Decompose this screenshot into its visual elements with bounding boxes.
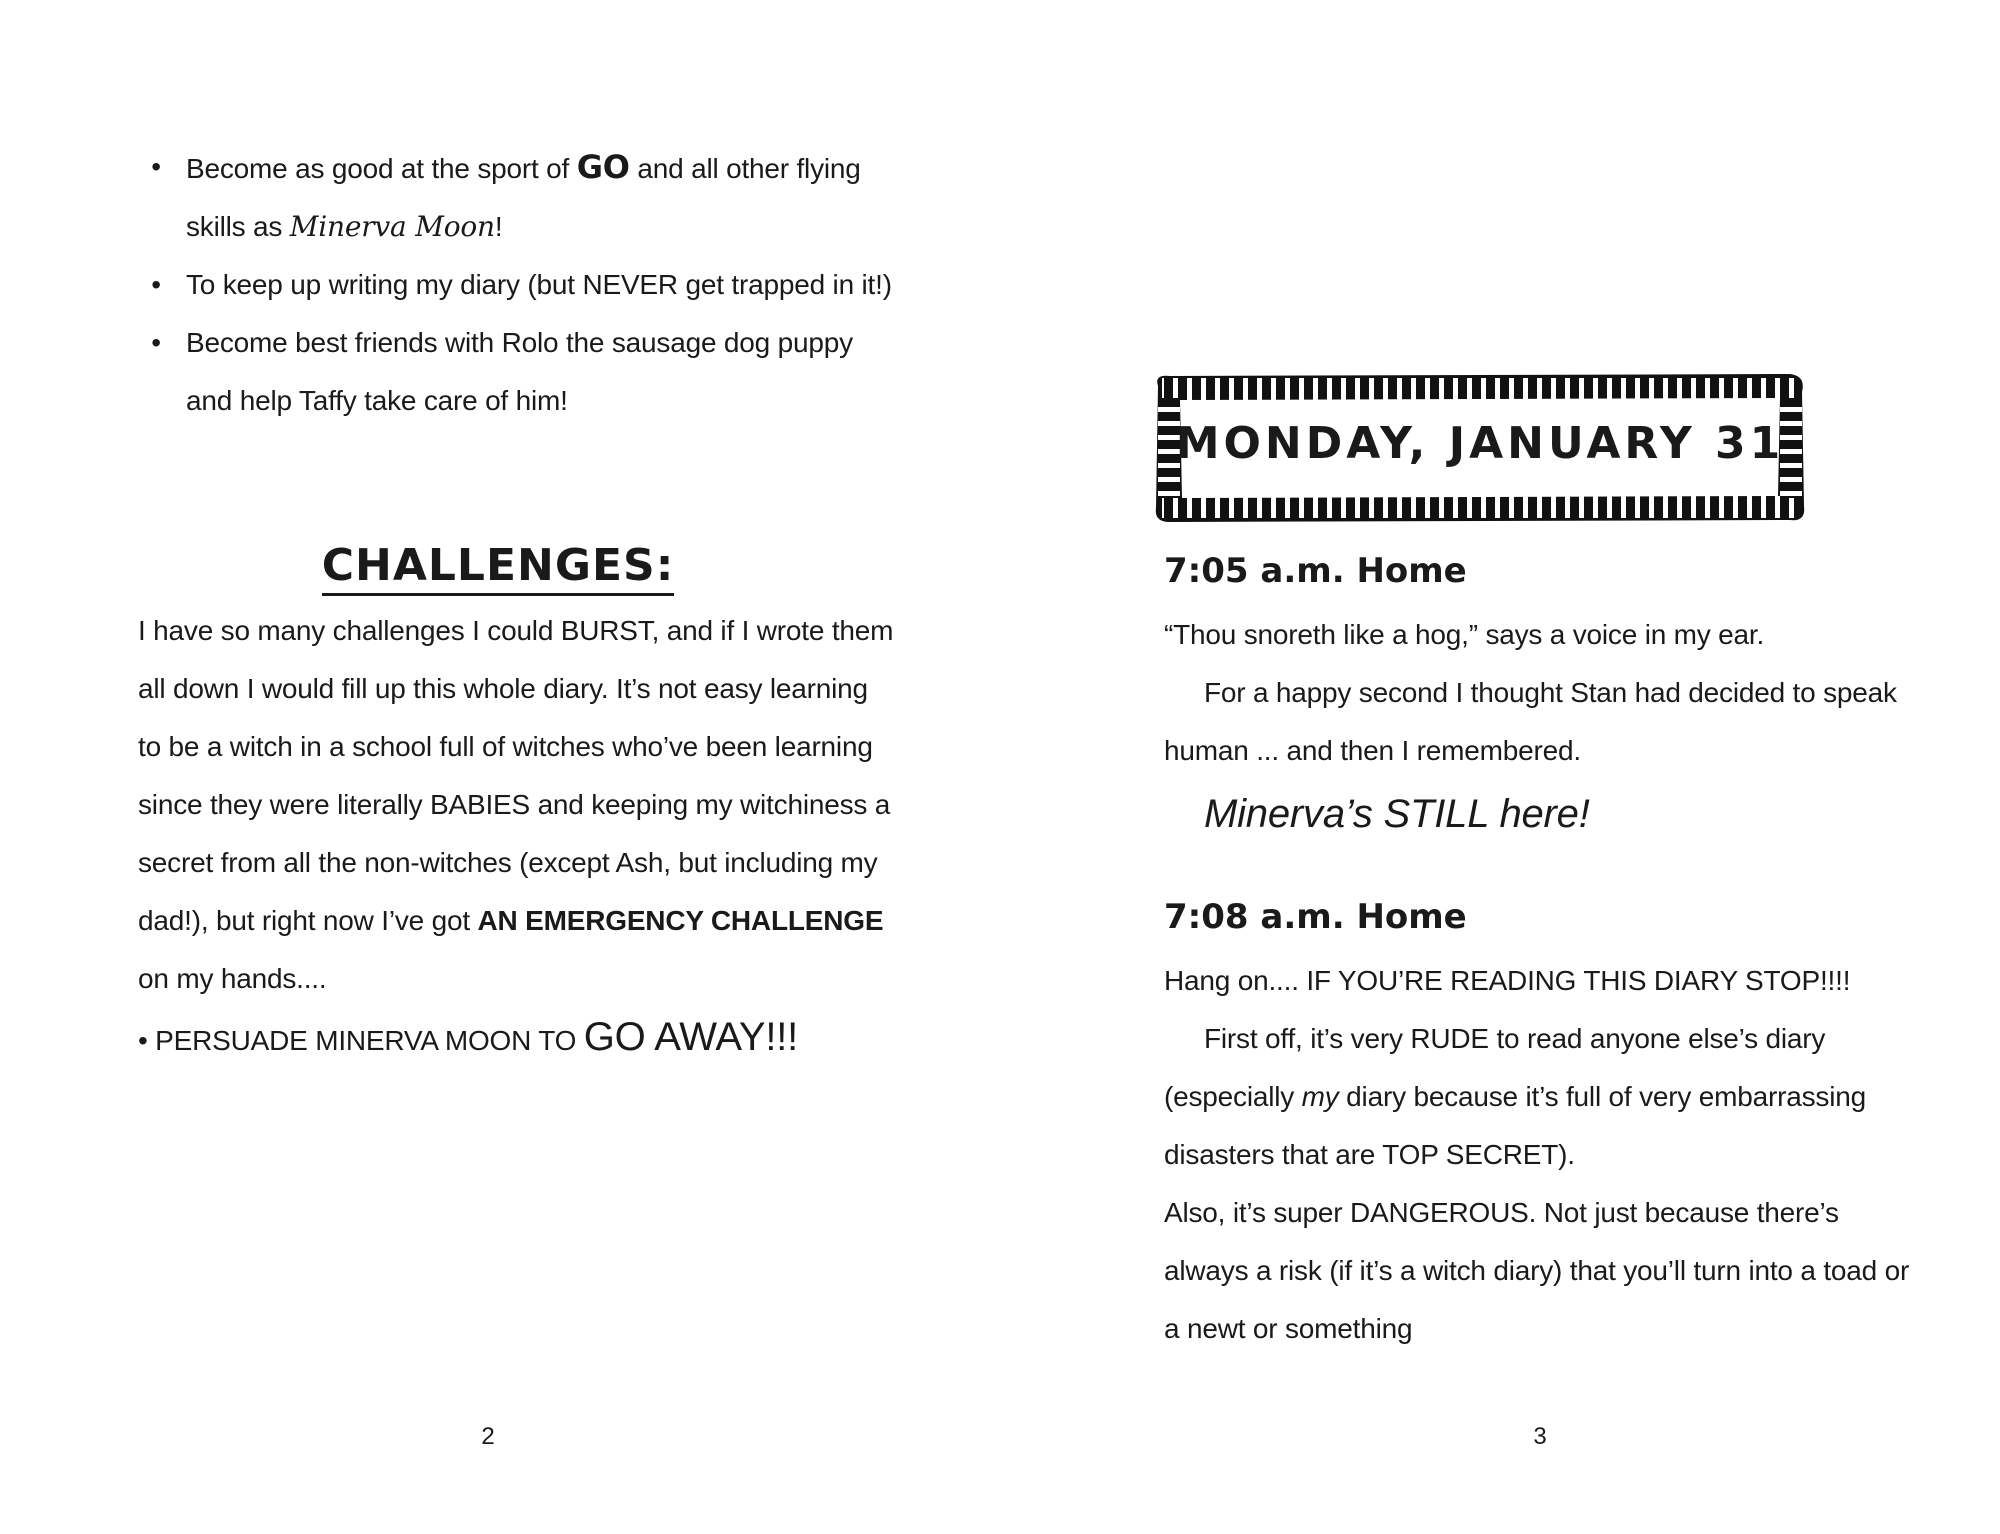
date-text: MONDAY, JANUARY 31	[1175, 418, 1785, 469]
challenges-heading: CHALLENGES:	[138, 536, 858, 596]
entry-heading: 7:08 a.m. Home	[1164, 897, 1467, 937]
entry-text: Hang on.... IF YOU’RE READING THIS DIARY STOP!!!! First off, it’s very RUDE to read anyone else’s diary (especially my diary because it’s full of very embarrassing disasters that are TOP SECRET). Also, it’s super DANGEROUS. Not just because there’s always a risk (if it’s a witch diary) that you’ll turn into a toad or a newt or something	[1164, 965, 1910, 1344]
bullet: •	[151, 269, 161, 300]
persuade-line: • PERSUADE MINERVA MOON TO GO AWAY!!!	[138, 1015, 799, 1059]
entry-text: “Thou snoreth like a hog,” says a voice in my ear. For a happy second I thought Stan had decided to speak human ... and then I remembered. Minerva’s STILL here!	[1164, 606, 1924, 848]
bullet: •	[151, 151, 161, 182]
go-word: GO	[576, 148, 630, 186]
emergency-challenge: AN EMERGENCY CHALLENGE	[477, 905, 884, 936]
goals-list	[146, 138, 906, 430]
bullet: •	[151, 327, 161, 358]
entry-heading: 7:05 a.m. Home	[1164, 551, 1467, 591]
goal-item: • Become as good at the sport of GO and all other flying skills as Minerva Moon!	[146, 138, 906, 256]
go-away: GO AWAY!!!	[583, 1015, 799, 1059]
challenges-body: I have so many challenges I could BURST, and if I wrote them all down I would fill up this whole diary. It’s not easy learning to be a witch in a school full of witches who’ve been learning since they were literally BABIES and keeping my witchiness a secret from all the non-witches (except Ash, but including my dad!), but right now I’ve got AN EMERGENCY CHALLENGE on my hands.... • PERSUADE MINERVA MOON TO GO AWAY!!!	[138, 602, 898, 1070]
page-number-left: 2	[481, 1423, 495, 1450]
date-banner	[1150, 370, 1810, 526]
goal-item: • Become best friends with Rolo the sausage dog puppy and help Taffy take care of him!	[146, 314, 906, 430]
goal-item: • To keep up writing my diary (but NEVER get trapped in it!)	[146, 256, 906, 314]
page-number-right: 3	[1533, 1423, 1547, 1450]
minerva-still-here: Minerva’s STILL here!	[1204, 792, 1590, 836]
right-page	[1000, 0, 2000, 1534]
minerva-moon-script: Minerva Moon	[289, 210, 495, 243]
